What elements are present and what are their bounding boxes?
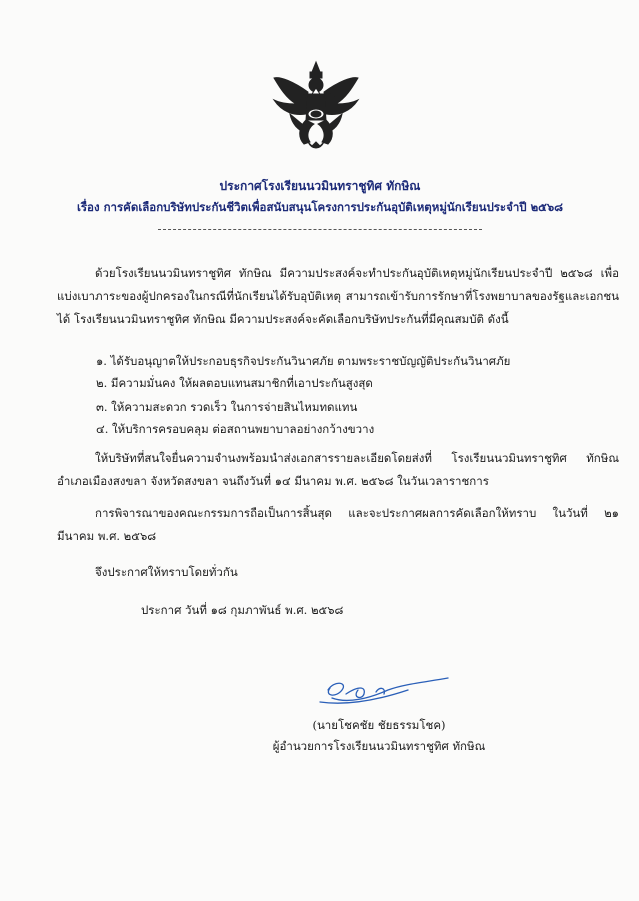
announcement-title: ประกาศโรงเรียนนวมินทราชูทิศ ทักษิณ bbox=[219, 179, 421, 193]
separator-line bbox=[158, 229, 482, 230]
closing-statement: จึงประกาศให้ทราบโดยทั่วกัน bbox=[95, 565, 238, 579]
signer-position: ผู้อำนวยการโรงเรียนนวมินทราชูทิศ ทักษิณ bbox=[272, 739, 486, 753]
list-item-2: ๒. มีความมั่นคง ให้ผลตอบแทนสมาชิกที่เอาประกันสูงสุด bbox=[96, 376, 373, 390]
list-item-3: ๓. ให้ความสะดวก รวดเร็ว ในการจ่ายสินไหมทดแทน bbox=[96, 400, 358, 414]
announcement-date: ประกาศ วันที่ ๑๘ กุมภาพันธ์ พ.ศ. ๒๕๖๘ bbox=[141, 603, 344, 617]
decision-paragraph: การพิจารณาของคณะกรรมการถือเป็นการสิ้นสุด และจะประกาศผลการคัดเลือกให้ทราบ ในวันที่ ๒๑ มีนาคม พ.ศ. ๒๕๖๘ bbox=[57, 506, 619, 543]
list-item-1: ๑. ได้รับอนุญาตให้ประกอบธุรกิจประกันวินาศภัย ตามพระราชบัญญัติประกันวินาศภัย bbox=[96, 354, 511, 368]
garuda-emblem-icon bbox=[268, 58, 364, 154]
signer-name: (นายโชคชัย ชัยธรรมโชค) bbox=[312, 718, 446, 732]
list-item-4: ๔. ให้บริการครอบคลุม ต่อสถานพยาบาลอย่างกว้างขวาง bbox=[96, 422, 375, 436]
announcement-subject: เรื่อง การคัดเลือกบริษัทประกันชีวิตเพื่อสนับสนุนโครงการประกันอุบัติเหตุหมู่นักเรียนประจำปี ๒๕๖๘ bbox=[76, 200, 564, 214]
handwritten-signature-icon bbox=[318, 676, 452, 712]
submission-paragraph: ให้บริษัทที่สนใจยื่นความจำนงพร้อมนำส่งเอกสารรายละเอียดโดยส่งที่ โรงเรียนนวมินทราชูทิศ ทักษิณ อำเภอเมืองสงขลา จังหวัดสงขลา จนถึงวันที่ ๑๔ มีนาคม พ.ศ. ๒๕๖๘ ในวันเวลาราชการ bbox=[57, 451, 619, 488]
intro-paragraph: ด้วยโรงเรียนนวมินทราชูทิศ ทักษิณ มีความประสงค์จะทำประกันอุบัติเหตุหมู่นักเรียนประจำปี ๒๕๖๘ เพื่อแบ่งเบาภาระของผู้ปกครองในกรณีที่นักเรียนได้รับอุบัติเหตุ สามารถเข้ารับการรักษาที่โรงพยาบาลของรัฐและเอกชนได้ โรงเรียนนวมินทราชูทิศ ทักษิณ มีความประสงค์จะคัดเลือกบริษัทประกันที่มีคุณสมบัติ ดังนี้ bbox=[57, 266, 619, 326]
